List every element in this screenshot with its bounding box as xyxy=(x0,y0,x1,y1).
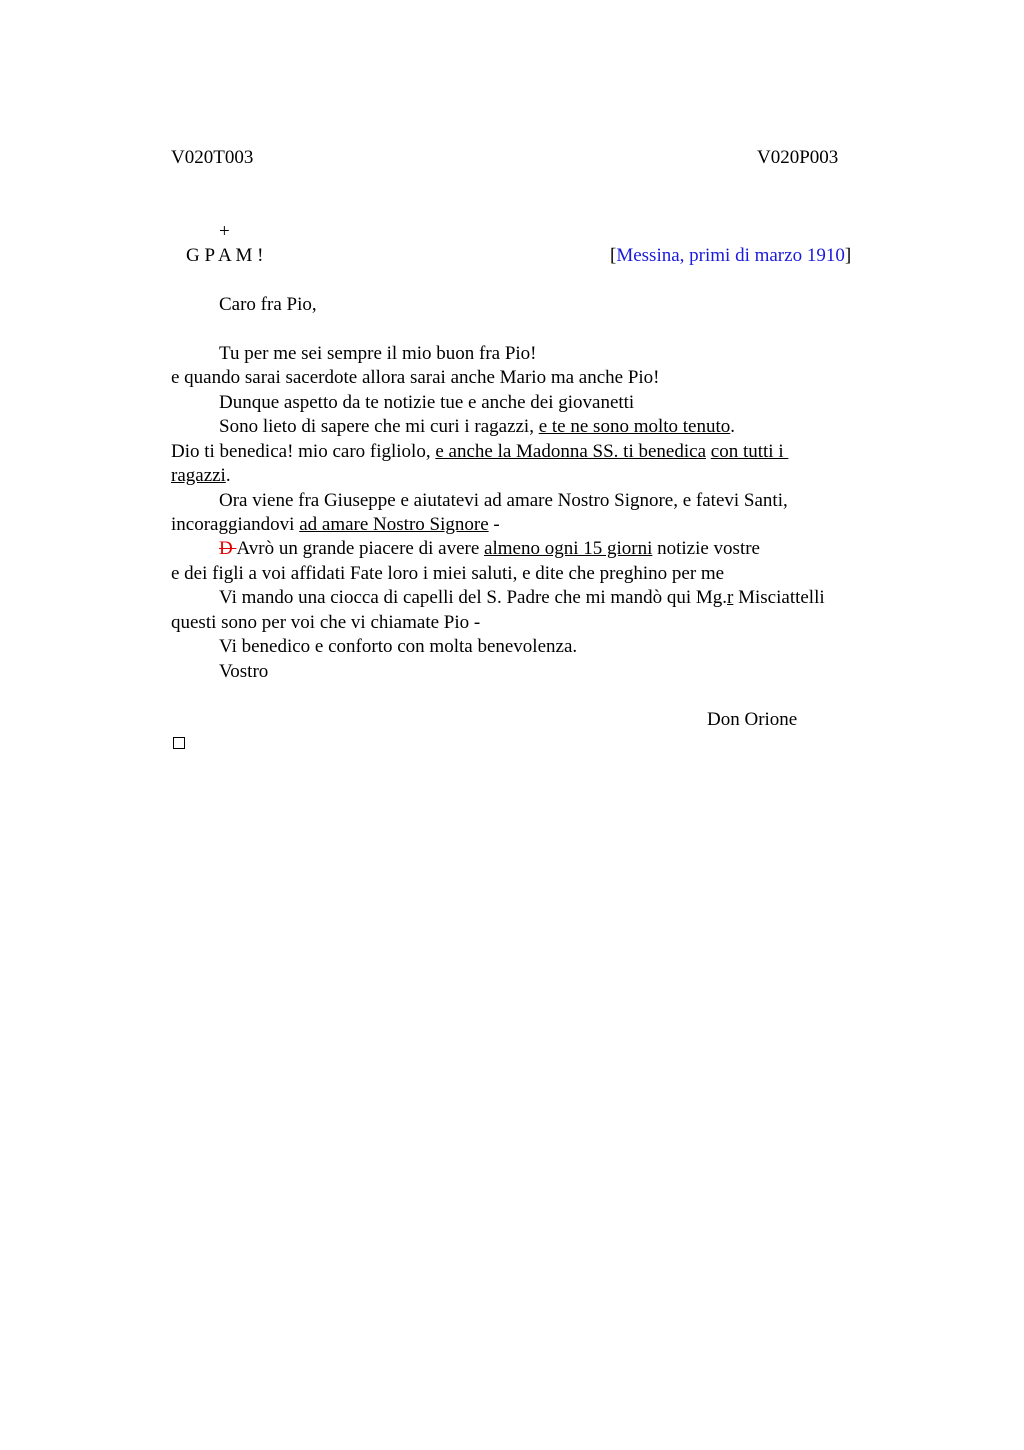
letter-line-2: e quando sarai sacerdote allora sarai anche Mario ma anche Pio! xyxy=(171,367,660,388)
end-marker-box xyxy=(173,737,185,749)
underlined-text: e te ne sono molto tenuto xyxy=(538,416,731,437)
letter-line-11 xyxy=(219,587,825,609)
underlined-text: con tutti i xyxy=(710,441,789,462)
text-run: Vi mando una ciocca di capelli del S. Padre che mi mandò qui Mg. xyxy=(219,587,728,608)
underlined-text: e anche la Madonna SS. ti benedica xyxy=(435,441,707,462)
text-run: Dio ti benedica! mio caro figliolo, xyxy=(171,441,436,462)
cross-mark: + xyxy=(219,221,230,242)
letter-line-3: Dunque aspetto da te notizie tue e anche dei giovanetti xyxy=(219,392,635,413)
bracket-open: [ xyxy=(610,245,617,266)
letter-line-6 xyxy=(171,465,231,487)
text-run: Misciattelli xyxy=(733,587,825,608)
letter-line-10: e dei figli a voi affidati Fate loro i miei saluti, e dite che preghino per me xyxy=(171,563,725,584)
text-run: . xyxy=(225,465,231,486)
letter-line-5 xyxy=(171,441,788,463)
text-run: notizie vostre xyxy=(652,538,760,559)
motto: G P A M ! xyxy=(186,245,264,266)
letter-line-9 xyxy=(219,538,760,560)
editorial-date: Messina, primi di marzo 1910 xyxy=(616,245,845,266)
closing-word: Vostro xyxy=(219,661,269,682)
letter-line-12: questi sono per voi che vi chiamate Pio - xyxy=(171,612,481,633)
signature: Don Orione xyxy=(707,709,798,730)
underlined-text: almeno ogni 15 giorni xyxy=(484,538,653,559)
letter-line-1: Tu per me sei sempre il mio buon fra Pio! xyxy=(219,343,537,364)
letter-line-8 xyxy=(171,514,500,536)
letter-line-7: Ora viene fra Giuseppe e aiutatevi ad amare Nostro Signore, e fatevi Santi, xyxy=(219,490,788,511)
text-run: . xyxy=(730,416,736,437)
archive-code-right: V020P003 xyxy=(757,147,839,168)
salutation: Caro fra Pio, xyxy=(219,294,317,315)
text-run: Sono lieto di sapere che mi curi i ragazzi, xyxy=(219,416,539,437)
deleted-text: D xyxy=(219,538,237,559)
archive-code-left: V020T003 xyxy=(171,147,254,168)
letter-line-4 xyxy=(219,416,735,438)
letter-line-13: Vi benedico e conforto con molta benevolenza. xyxy=(219,636,578,657)
text-run: Avrò un grande piacere di avere xyxy=(236,538,485,559)
date-line xyxy=(610,245,851,267)
text-run: - xyxy=(488,514,500,535)
underlined-text: ad amare Nostro Signore xyxy=(299,514,489,535)
bracket-close: ] xyxy=(844,245,852,266)
text-run: incoraggiandovi xyxy=(171,514,300,535)
underlined-text: r xyxy=(727,587,734,608)
underlined-text: ragazzi xyxy=(171,465,226,486)
